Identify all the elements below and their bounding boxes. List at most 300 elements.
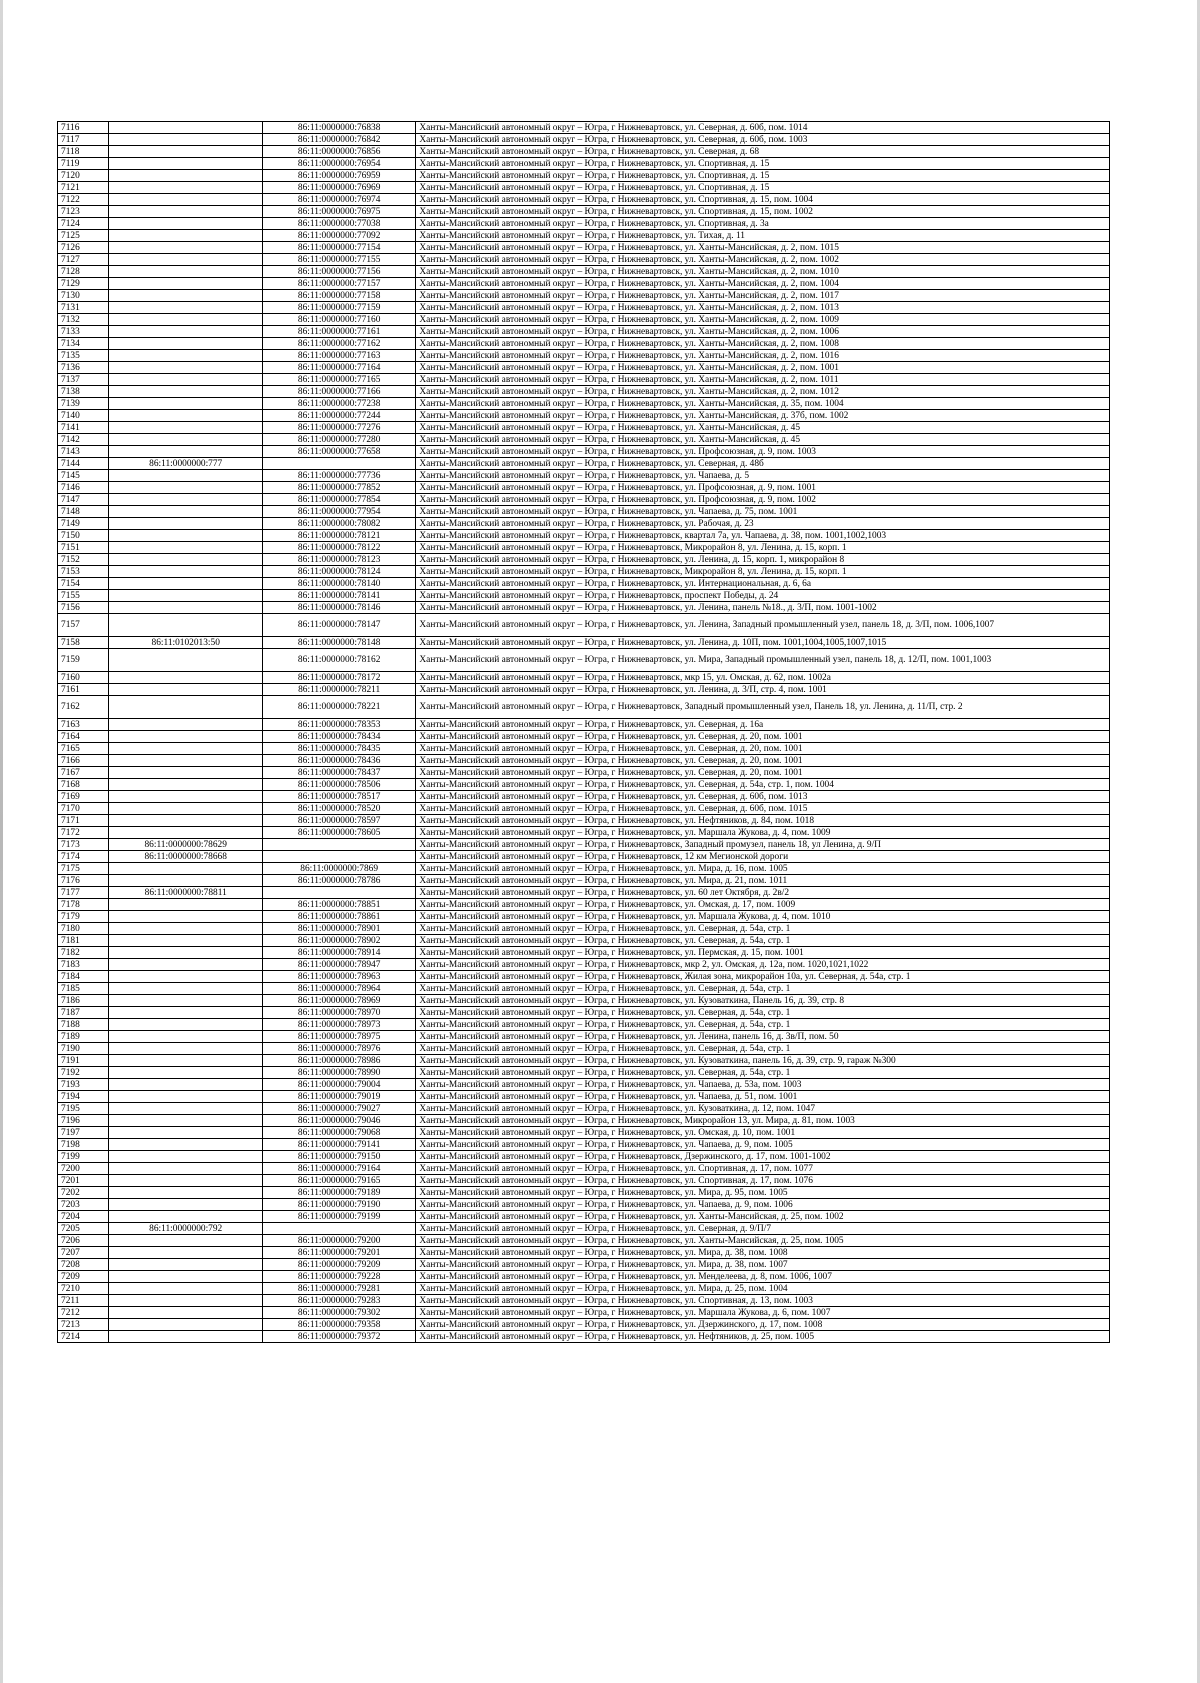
table-row (58, 779, 1110, 791)
address-cell: Ханты-Мансийский автономный округ – Югра, г Нижневартовск, ул. Маршала Жукова, д. 4, пом. 1010 (416, 911, 1110, 923)
row-number-cell: 7127 (58, 254, 109, 266)
land-cadastral-number-cell (109, 791, 262, 803)
table-row (58, 218, 1110, 230)
land-cadastral-number-cell (109, 1031, 262, 1043)
object-cadastral-number-cell: 86:11:0000000:77157 (262, 278, 415, 290)
row-number-cell: 7206 (58, 1235, 109, 1247)
address-cell: Ханты-Мансийский автономный округ – Югра, г Нижневартовск, ул. Северная, д. 54а, стр. 1 (416, 1019, 1110, 1031)
land-cadastral-number-cell (109, 446, 262, 458)
object-cadastral-number-cell: 86:11:0000000:76974 (262, 194, 415, 206)
object-cadastral-number-cell (262, 851, 415, 863)
object-cadastral-number-cell: 86:11:0000000:77160 (262, 314, 415, 326)
object-cadastral-number-cell: 86:11:0000000:79281 (262, 1283, 415, 1295)
row-number-cell: 7116 (58, 122, 109, 134)
row-number-cell: 7128 (58, 266, 109, 278)
object-cadastral-number-cell: 86:11:0000000:78986 (262, 1055, 415, 1067)
object-cadastral-number-cell: 86:11:0000000:79164 (262, 1163, 415, 1175)
object-cadastral-number-cell: 86:11:0000000:77163 (262, 350, 415, 362)
table-row (58, 350, 1110, 362)
land-cadastral-number-cell (109, 863, 262, 875)
row-number-cell: 7117 (58, 134, 109, 146)
object-cadastral-number-cell: 86:11:0000000:78221 (262, 696, 415, 719)
address-cell: Ханты-Мансийский автономный округ – Югра, г Нижневартовск, ул. Северная, д. 16а (416, 719, 1110, 731)
address-cell: Ханты-Мансийский автономный округ – Югра, г Нижневартовск, ул. Северная, д. 54а, стр. 1 (416, 1043, 1110, 1055)
land-cadastral-number-cell (109, 731, 262, 743)
address-cell: Ханты-Мансийский автономный округ – Югра, г Нижневартовск, ул. Северная, д. 9/П/7 (416, 1223, 1110, 1235)
land-cadastral-number-cell (109, 1295, 262, 1307)
table-row (58, 1295, 1110, 1307)
row-number-cell: 7208 (58, 1259, 109, 1271)
object-cadastral-number-cell: 86:11:0000000:78990 (262, 1067, 415, 1079)
row-number-cell: 7178 (58, 899, 109, 911)
object-cadastral-number-cell: 86:11:0000000:79228 (262, 1271, 415, 1283)
address-cell: Ханты-Мансийский автономный округ – Югра, г Нижневартовск, ул. Северная, д. 20, пом. 1001 (416, 731, 1110, 743)
row-number-cell: 7138 (58, 386, 109, 398)
land-cadastral-number-cell (109, 911, 262, 923)
address-cell: Ханты-Мансийский автономный округ – Югра, г Нижневартовск, Микрорайон 13, ул. Мира, д. 81, пом. 1003 (416, 1115, 1110, 1127)
row-number-cell: 7188 (58, 1019, 109, 1031)
object-cadastral-number-cell: 86:11:0000000:7869 (262, 863, 415, 875)
land-cadastral-number-cell (109, 923, 262, 935)
table-row (58, 815, 1110, 827)
row-number-cell: 7167 (58, 767, 109, 779)
land-cadastral-number-cell (109, 482, 262, 494)
scan-edge-left (0, 0, 3, 1683)
table-row (58, 1211, 1110, 1223)
object-cadastral-number-cell: 86:11:0000000:76969 (262, 182, 415, 194)
table-row (58, 1007, 1110, 1019)
land-cadastral-number-cell (109, 422, 262, 434)
table-row (58, 194, 1110, 206)
table-row (58, 863, 1110, 875)
row-number-cell: 7162 (58, 696, 109, 719)
object-cadastral-number-cell: 86:11:0000000:79358 (262, 1319, 415, 1331)
table-row (58, 1163, 1110, 1175)
table-row (58, 1199, 1110, 1211)
row-number-cell: 7202 (58, 1187, 109, 1199)
address-cell: Ханты-Мансийский автономный округ – Югра, г Нижневартовск, ул. Мира, д. 25, пом. 1004 (416, 1283, 1110, 1295)
table-row (58, 839, 1110, 851)
table-row (58, 1031, 1110, 1043)
table-row (58, 254, 1110, 266)
object-cadastral-number-cell: 86:11:0000000:79200 (262, 1235, 415, 1247)
address-cell: Ханты-Мансийский автономный округ – Югра, г Нижневартовск, ул. Мира, д. 21, пом. 1011 (416, 875, 1110, 887)
address-cell: Ханты-Мансийский автономный округ – Югра, г Нижневартовск, ул. Ханты-Мансийская, д. 2, пом. 1013 (416, 302, 1110, 314)
table-row (58, 743, 1110, 755)
row-number-cell: 7193 (58, 1079, 109, 1091)
row-number-cell: 7121 (58, 182, 109, 194)
row-number-cell: 7130 (58, 290, 109, 302)
table-row (58, 995, 1110, 1007)
object-cadastral-number-cell: 86:11:0000000:78975 (262, 1031, 415, 1043)
land-cadastral-number-cell (109, 566, 262, 578)
object-cadastral-number-cell: 86:11:0000000:78973 (262, 1019, 415, 1031)
row-number-cell: 7122 (58, 194, 109, 206)
object-cadastral-number-cell: 86:11:0000000:79372 (262, 1331, 415, 1343)
address-cell: Ханты-Мансийский автономный округ – Югра, г Нижневартовск, ул. Ханты-Мансийская, д. 2, пом. 1008 (416, 338, 1110, 350)
object-cadastral-number-cell: 86:11:0000000:78520 (262, 803, 415, 815)
row-number-cell: 7157 (58, 614, 109, 637)
row-number-cell: 7120 (58, 170, 109, 182)
land-cadastral-number-cell (109, 983, 262, 995)
row-number-cell: 7165 (58, 743, 109, 755)
table-row (58, 1259, 1110, 1271)
object-cadastral-number-cell: 86:11:0000000:79019 (262, 1091, 415, 1103)
table-row (58, 206, 1110, 218)
table-row (58, 959, 1110, 971)
object-cadastral-number-cell: 86:11:0000000:78353 (262, 719, 415, 731)
row-number-cell: 7204 (58, 1211, 109, 1223)
address-cell: Ханты-Мансийский автономный округ – Югра, г Нижневартовск, Западный промузел, панель 18, ул Ленина, д. 9/П (416, 839, 1110, 851)
row-number-cell: 7211 (58, 1295, 109, 1307)
row-number-cell: 7158 (58, 637, 109, 649)
table-row (58, 1247, 1110, 1259)
row-number-cell: 7118 (58, 146, 109, 158)
land-cadastral-number-cell (109, 518, 262, 530)
land-cadastral-number-cell (109, 170, 262, 182)
land-cadastral-number-cell (109, 1115, 262, 1127)
address-cell: Ханты-Мансийский автономный округ – Югра, г Нижневартовск, ул. Чапаева, д. 5 (416, 470, 1110, 482)
row-number-cell: 7199 (58, 1151, 109, 1163)
row-number-cell: 7198 (58, 1139, 109, 1151)
land-cadastral-number-cell (109, 947, 262, 959)
table-row (58, 266, 1110, 278)
table-row (58, 971, 1110, 983)
land-cadastral-number-cell (109, 530, 262, 542)
table-row (58, 649, 1110, 672)
row-number-cell: 7210 (58, 1283, 109, 1295)
land-cadastral-number-cell (109, 875, 262, 887)
table-row (58, 983, 1110, 995)
object-cadastral-number-cell: 86:11:0000000:78976 (262, 1043, 415, 1055)
register-table-body (58, 122, 1110, 1343)
row-number-cell: 7177 (58, 887, 109, 899)
land-cadastral-number-cell (109, 122, 262, 134)
table-row (58, 590, 1110, 602)
land-cadastral-number-cell (109, 959, 262, 971)
table-row (58, 290, 1110, 302)
table-row (58, 1235, 1110, 1247)
object-cadastral-number-cell: 86:11:0000000:76856 (262, 146, 415, 158)
object-cadastral-number-cell: 86:11:0000000:78861 (262, 911, 415, 923)
land-cadastral-number-cell (109, 494, 262, 506)
object-cadastral-number-cell: 86:11:0000000:78786 (262, 875, 415, 887)
land-cadastral-number-cell (109, 767, 262, 779)
table-row (58, 1331, 1110, 1343)
object-cadastral-number-cell: 86:11:0000000:78082 (262, 518, 415, 530)
table-row (58, 242, 1110, 254)
row-number-cell: 7171 (58, 815, 109, 827)
row-number-cell: 7185 (58, 983, 109, 995)
land-cadastral-number-cell (109, 302, 262, 314)
object-cadastral-number-cell: 86:11:0000000:77244 (262, 410, 415, 422)
table-row (58, 1055, 1110, 1067)
object-cadastral-number-cell: 86:11:0000000:78141 (262, 590, 415, 602)
address-cell: Ханты-Мансийский автономный округ – Югра, г Нижневартовск, ул. Ленина, д. 15, корп. 1, микрорайон 8 (416, 554, 1110, 566)
land-cadastral-number-cell (109, 374, 262, 386)
object-cadastral-number-cell: 86:11:0000000:79150 (262, 1151, 415, 1163)
land-cadastral-number-cell (109, 719, 262, 731)
object-cadastral-number-cell: 86:11:0000000:77155 (262, 254, 415, 266)
object-cadastral-number-cell: 86:11:0000000:77154 (262, 242, 415, 254)
address-cell: Ханты-Мансийский автономный округ – Югра, г Нижневартовск, ул. Спортивная, д. 15 (416, 158, 1110, 170)
table-row (58, 470, 1110, 482)
object-cadastral-number-cell (262, 1223, 415, 1235)
table-row (58, 731, 1110, 743)
address-cell: Ханты-Мансийский автономный округ – Югра, г Нижневартовск, ул. Кузоваткина, д. 12, пом. 1047 (416, 1103, 1110, 1115)
address-cell: Ханты-Мансийский автономный округ – Югра, г Нижневартовск, ул. Профсоюзная, д. 9, пом. 1003 (416, 446, 1110, 458)
object-cadastral-number-cell: 86:11:0000000:76842 (262, 134, 415, 146)
row-number-cell: 7191 (58, 1055, 109, 1067)
address-cell: Ханты-Мансийский автономный округ – Югра, г Нижневартовск, ул. Тихая, д. 11 (416, 230, 1110, 242)
row-number-cell: 7126 (58, 242, 109, 254)
address-cell: Ханты-Мансийский автономный округ – Югра, г Нижневартовск, ул. Спортивная, д. 15, пом. 1002 (416, 206, 1110, 218)
row-number-cell: 7125 (58, 230, 109, 242)
address-cell: Ханты-Мансийский автономный округ – Югра, г Нижневартовск, ул. Дзержинского, д. 17, пом. 1008 (416, 1319, 1110, 1331)
row-number-cell: 7182 (58, 947, 109, 959)
address-cell: Ханты-Мансийский автономный округ – Югра, г Нижневартовск, ул. Ханты-Мансийская, д. 45 (416, 422, 1110, 434)
table-row (58, 314, 1110, 326)
object-cadastral-number-cell: 86:11:0000000:76954 (262, 158, 415, 170)
table-row (58, 302, 1110, 314)
row-number-cell: 7149 (58, 518, 109, 530)
land-cadastral-number-cell: 86:11:0000000:78668 (109, 851, 262, 863)
address-cell: Ханты-Мансийский автономный округ – Югра, г Нижневартовск, ул. Северная, д. 20, пом. 1001 (416, 743, 1110, 755)
object-cadastral-number-cell: 86:11:0000000:78124 (262, 566, 415, 578)
row-number-cell: 7154 (58, 578, 109, 590)
table-row (58, 947, 1110, 959)
land-cadastral-number-cell (109, 602, 262, 614)
object-cadastral-number-cell: 86:11:0000000:77238 (262, 398, 415, 410)
object-cadastral-number-cell: 86:11:0000000:77092 (262, 230, 415, 242)
object-cadastral-number-cell: 86:11:0000000:78964 (262, 983, 415, 995)
object-cadastral-number-cell: 86:11:0000000:77736 (262, 470, 415, 482)
address-cell: Ханты-Мансийский автономный округ – Югра, г Нижневартовск, ул. Ханты-Мансийская, д. 2, пом. 1015 (416, 242, 1110, 254)
table-row (58, 506, 1110, 518)
row-number-cell: 7145 (58, 470, 109, 482)
object-cadastral-number-cell: 86:11:0000000:77954 (262, 506, 415, 518)
land-cadastral-number-cell (109, 1211, 262, 1223)
object-cadastral-number-cell: 86:11:0000000:78162 (262, 649, 415, 672)
object-cadastral-number-cell: 86:11:0000000:77156 (262, 266, 415, 278)
land-cadastral-number-cell (109, 134, 262, 146)
address-cell: Ханты-Мансийский автономный округ – Югра, г Нижневартовск, ул. Ханты-Мансийская, д. 2, пом. 1002 (416, 254, 1110, 266)
land-cadastral-number-cell (109, 1139, 262, 1151)
address-cell: Ханты-Мансийский автономный округ – Югра, г Нижневартовск, ул. Менделеева, д. 8, пом. 1006, 1007 (416, 1271, 1110, 1283)
land-cadastral-number-cell (109, 1283, 262, 1295)
row-number-cell: 7174 (58, 851, 109, 863)
object-cadastral-number-cell: 86:11:0000000:77164 (262, 362, 415, 374)
table-row (58, 911, 1110, 923)
address-cell: Ханты-Мансийский автономный округ – Югра, г Нижневартовск, ул. Спортивная, д. 15 (416, 170, 1110, 182)
table-row (58, 146, 1110, 158)
row-number-cell: 7189 (58, 1031, 109, 1043)
table-row (58, 767, 1110, 779)
land-cadastral-number-cell (109, 410, 262, 422)
land-cadastral-number-cell (109, 338, 262, 350)
land-cadastral-number-cell (109, 1271, 262, 1283)
object-cadastral-number-cell: 86:11:0000000:79199 (262, 1211, 415, 1223)
object-cadastral-number-cell: 86:11:0000000:78947 (262, 959, 415, 971)
land-cadastral-number-cell (109, 218, 262, 230)
land-cadastral-number-cell (109, 206, 262, 218)
address-cell: Ханты-Мансийский автономный округ – Югра, г Нижневартовск, ул. Ленина, панель №18., д. 3/П, пом. 1001-1002 (416, 602, 1110, 614)
land-cadastral-number-cell (109, 1103, 262, 1115)
row-number-cell: 7150 (58, 530, 109, 542)
row-number-cell: 7207 (58, 1247, 109, 1259)
address-cell: Ханты-Мансийский автономный округ – Югра, г Нижневартовск, ул. Ханты-Мансийская, д. 2, пом. 1009 (416, 314, 1110, 326)
object-cadastral-number-cell: 86:11:0000000:78914 (262, 947, 415, 959)
object-cadastral-number-cell: 86:11:0000000:77038 (262, 218, 415, 230)
table-row (58, 1103, 1110, 1115)
row-number-cell: 7123 (58, 206, 109, 218)
table-row (58, 374, 1110, 386)
address-cell: Ханты-Мансийский автономный округ – Югра, г Нижневартовск, ул. Ленина, панель 16, д. 3в/П, пом. 50 (416, 1031, 1110, 1043)
address-cell: Ханты-Мансийский автономный округ – Югра, г Нижневартовск, ул. Северная, д. 54а, стр. 1 (416, 935, 1110, 947)
row-number-cell: 7214 (58, 1331, 109, 1343)
land-cadastral-number-cell (109, 779, 262, 791)
land-cadastral-number-cell (109, 194, 262, 206)
object-cadastral-number-cell: 86:11:0000000:78506 (262, 779, 415, 791)
row-number-cell: 7180 (58, 923, 109, 935)
land-cadastral-number-cell (109, 684, 262, 696)
row-number-cell: 7139 (58, 398, 109, 410)
table-row (58, 602, 1110, 614)
table-row (58, 566, 1110, 578)
row-number-cell: 7201 (58, 1175, 109, 1187)
object-cadastral-number-cell: 86:11:0000000:76838 (262, 122, 415, 134)
land-cadastral-number-cell (109, 935, 262, 947)
object-cadastral-number-cell: 86:11:0000000:77276 (262, 422, 415, 434)
land-cadastral-number-cell (109, 743, 262, 755)
row-number-cell: 7124 (58, 218, 109, 230)
address-cell: Ханты-Мансийский автономный округ – Югра, г Нижневартовск, ул. Нефтяников, д. 84, пом. 1018 (416, 815, 1110, 827)
object-cadastral-number-cell: 86:11:0000000:76975 (262, 206, 415, 218)
land-cadastral-number-cell (109, 1079, 262, 1091)
table-row (58, 1019, 1110, 1031)
land-cadastral-number-cell: 86:11:0000000:78811 (109, 887, 262, 899)
land-cadastral-number-cell (109, 326, 262, 338)
object-cadastral-number-cell: 86:11:0000000:77280 (262, 434, 415, 446)
land-cadastral-number-cell: 86:11:0000000:777 (109, 458, 262, 470)
land-cadastral-number-cell (109, 290, 262, 302)
row-number-cell: 7137 (58, 374, 109, 386)
object-cadastral-number-cell: 86:11:0000000:79027 (262, 1103, 415, 1115)
row-number-cell: 7135 (58, 350, 109, 362)
table-row (58, 1127, 1110, 1139)
table-row (58, 398, 1110, 410)
table-row (58, 637, 1110, 649)
address-cell: Ханты-Мансийский автономный округ – Югра, г Нижневартовск, ул. Чапаева, д. 9, пом. 1005 (416, 1139, 1110, 1151)
address-cell: Ханты-Мансийский автономный округ – Югра, г Нижневартовск, ул. Северная, д. 60б, пом. 1014 (416, 122, 1110, 134)
table-row (58, 1067, 1110, 1079)
address-cell: Ханты-Мансийский автономный округ – Югра, г Нижневартовск, Жилая зона, микрорайон 10а, ул. Северная, д. 54а, стр. 1 (416, 971, 1110, 983)
land-cadastral-number-cell (109, 398, 262, 410)
row-number-cell: 7194 (58, 1091, 109, 1103)
object-cadastral-number-cell: 86:11:0000000:78140 (262, 578, 415, 590)
address-cell: Ханты-Мансийский автономный округ – Югра, г Нижневартовск, ул. Чапаева, д. 9, пом. 1006 (416, 1199, 1110, 1211)
object-cadastral-number-cell: 86:11:0000000:78605 (262, 827, 415, 839)
address-cell: Ханты-Мансийский автономный округ – Югра, г Нижневартовск, ул. Северная, д. 60б, пом. 1013 (416, 791, 1110, 803)
address-cell: Ханты-Мансийский автономный округ – Югра, г Нижневартовск, ул. Кузоваткина, панель 16, д. 39, стр. 9, гараж №300 (416, 1055, 1110, 1067)
row-number-cell: 7176 (58, 875, 109, 887)
row-number-cell: 7133 (58, 326, 109, 338)
land-cadastral-number-cell (109, 755, 262, 767)
address-cell: Ханты-Мансийский автономный округ – Югра, г Нижневартовск, ул. Спортивная, д. 15, пом. 1004 (416, 194, 1110, 206)
address-cell: Ханты-Мансийский автономный округ – Югра, г Нижневартовск, ул. Ханты-Мансийская, д. 2, пом. 1016 (416, 350, 1110, 362)
row-number-cell: 7161 (58, 684, 109, 696)
object-cadastral-number-cell: 86:11:0000000:77161 (262, 326, 415, 338)
row-number-cell: 7212 (58, 1307, 109, 1319)
address-cell: Ханты-Мансийский автономный округ – Югра, г Нижневартовск, квартал 7а, ул. Чапаева, д. 38, пом. 1001,1002,1003 (416, 530, 1110, 542)
row-number-cell: 7156 (58, 602, 109, 614)
address-cell: Ханты-Мансийский автономный округ – Югра, г Нижневартовск, ул. Ханты-Мансийская, д. 2, пом. 1006 (416, 326, 1110, 338)
object-cadastral-number-cell: 86:11:0000000:78211 (262, 684, 415, 696)
land-cadastral-number-cell (109, 815, 262, 827)
address-cell: Ханты-Мансийский автономный округ – Югра, г Нижневартовск, ул. Северная, д. 20, пом. 1001 (416, 755, 1110, 767)
object-cadastral-number-cell: 86:11:0000000:78969 (262, 995, 415, 1007)
object-cadastral-number-cell: 86:11:0000000:78123 (262, 554, 415, 566)
row-number-cell: 7205 (58, 1223, 109, 1235)
table-row (58, 755, 1110, 767)
address-cell: Ханты-Мансийский автономный округ – Югра, г Нижневартовск, ул. Северная, д. 60б, пом. 1015 (416, 803, 1110, 815)
address-cell: Ханты-Мансийский автономный округ – Югра, г Нижневартовск, ул. Спортивная, д. 15 (416, 182, 1110, 194)
object-cadastral-number-cell: 86:11:0000000:78122 (262, 542, 415, 554)
table-row (58, 935, 1110, 947)
object-cadastral-number-cell: 86:11:0000000:77158 (262, 290, 415, 302)
address-cell: Ханты-Мансийский автономный округ – Югра, г Нижневартовск, ул. Профсоюзная, д. 9, пом. 1001 (416, 482, 1110, 494)
land-cadastral-number-cell (109, 182, 262, 194)
address-cell: Ханты-Мансийский автономный округ – Югра, г Нижневартовск, ул. Маршала Жукова, д. 4, пом. 1009 (416, 827, 1110, 839)
table-row (58, 887, 1110, 899)
table-row (58, 614, 1110, 637)
table-row (58, 122, 1110, 134)
address-cell: Ханты-Мансийский автономный округ – Югра, г Нижневартовск, ул. Северная, д. 48б (416, 458, 1110, 470)
address-cell: Ханты-Мансийский автономный округ – Югра, г Нижневартовск, Микрорайон 8, ул. Ленина, д. 15, корп. 1 (416, 542, 1110, 554)
row-number-cell: 7164 (58, 731, 109, 743)
table-row (58, 578, 1110, 590)
address-cell: Ханты-Мансийский автономный округ – Югра, г Нижневартовск, ул. Ханты-Мансийская, д. 2, пом. 1010 (416, 266, 1110, 278)
object-cadastral-number-cell: 86:11:0000000:78434 (262, 731, 415, 743)
address-cell: Ханты-Мансийский автономный округ – Югра, г Нижневартовск, ул. Ханты-Мансийская, д. 25, пом. 1005 (416, 1235, 1110, 1247)
address-cell: Ханты-Мансийский автономный округ – Югра, г Нижневартовск, ул. Пермская, д. 15, пом. 1001 (416, 947, 1110, 959)
table-row (58, 923, 1110, 935)
land-cadastral-number-cell (109, 1331, 262, 1343)
address-cell: Ханты-Мансийский автономный округ – Югра, г Нижневартовск, ул. Мира, д. 38, пом. 1007 (416, 1259, 1110, 1271)
land-cadastral-number-cell (109, 1007, 262, 1019)
object-cadastral-number-cell: 86:11:0000000:77852 (262, 482, 415, 494)
land-cadastral-number-cell (109, 1127, 262, 1139)
address-cell: Ханты-Мансийский автономный округ – Югра, г Нижневартовск, ул. Ленина, д. 3/П, стр. 4, пом. 1001 (416, 684, 1110, 696)
table-row (58, 170, 1110, 182)
address-cell: Ханты-Мансийский автономный округ – Югра, г Нижневартовск, ул. Северная, д. 54а, стр. 1 (416, 923, 1110, 935)
table-row (58, 554, 1110, 566)
land-cadastral-number-cell (109, 386, 262, 398)
address-cell: Ханты-Мансийский автономный округ – Югра, г Нижневартовск, ул. Северная, д. 54а, стр. 1 (416, 983, 1110, 995)
object-cadastral-number-cell: 86:11:0000000:77658 (262, 446, 415, 458)
land-cadastral-number-cell (109, 1307, 262, 1319)
land-cadastral-number-cell (109, 1055, 262, 1067)
table-row (58, 338, 1110, 350)
row-number-cell: 7146 (58, 482, 109, 494)
row-number-cell: 7131 (58, 302, 109, 314)
table-row (58, 1043, 1110, 1055)
row-number-cell: 7179 (58, 911, 109, 923)
land-cadastral-number-cell (109, 506, 262, 518)
object-cadastral-number-cell: 86:11:0000000:77165 (262, 374, 415, 386)
land-cadastral-number-cell (109, 696, 262, 719)
table-row (58, 278, 1110, 290)
